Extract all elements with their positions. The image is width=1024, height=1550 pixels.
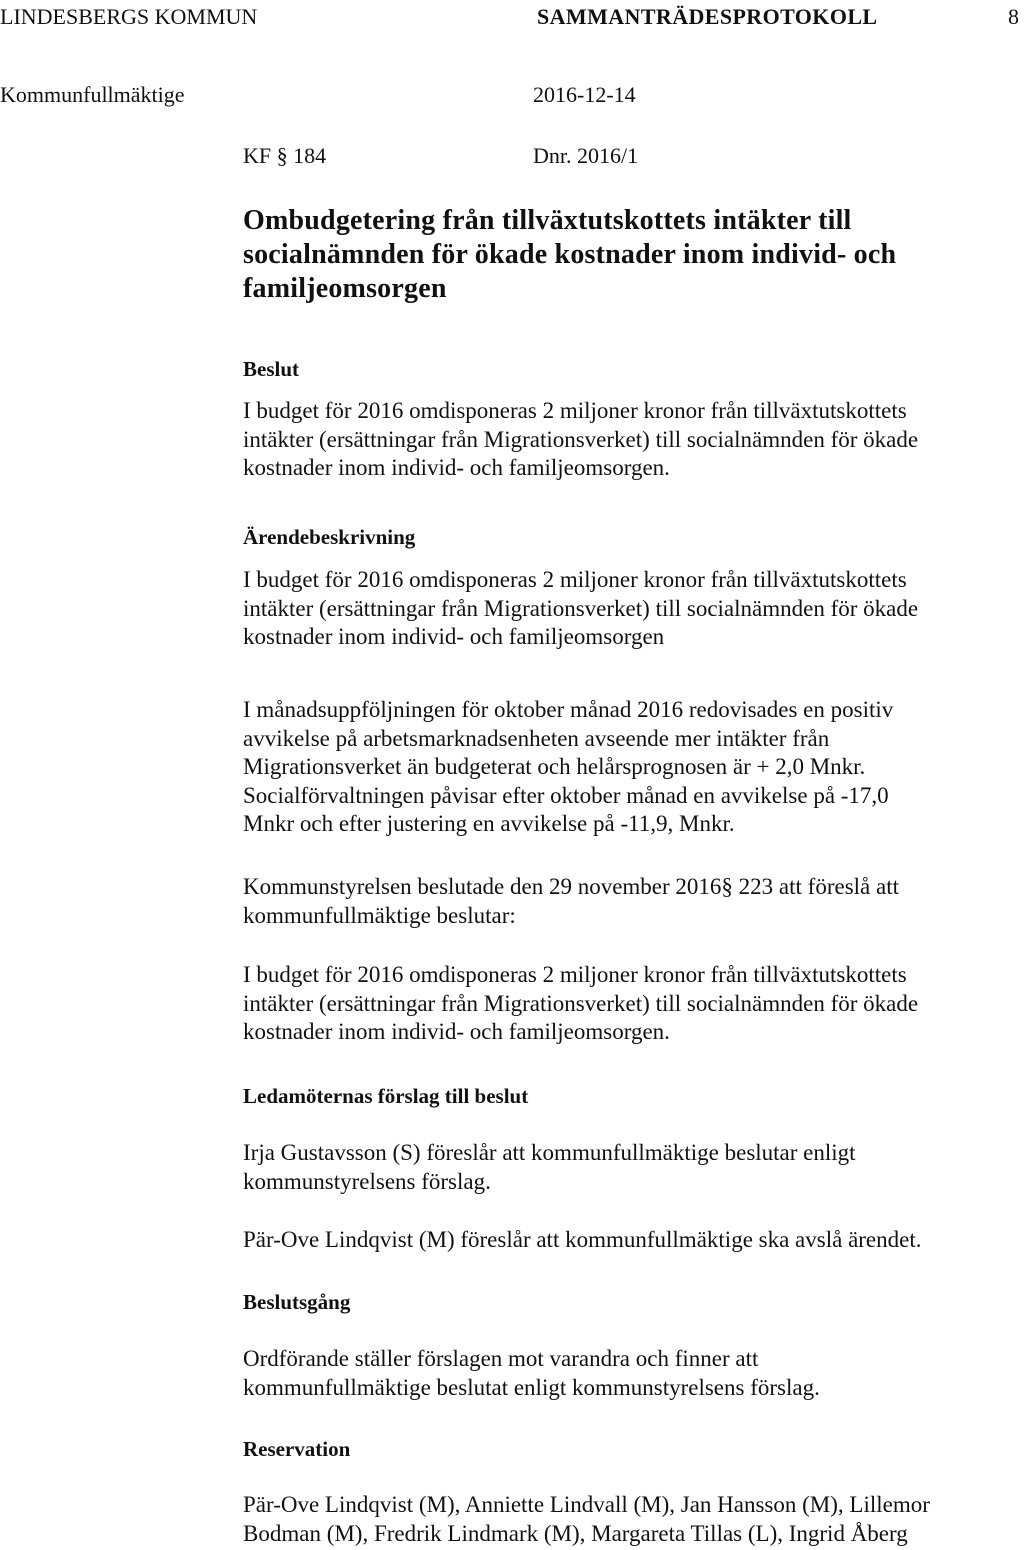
text-line: I budget för 2016 omdisponeras 2 miljoner kronor från tillväxtutskottets	[243, 962, 907, 987]
municipality-name: LINDESBERGS KOMMUN	[0, 4, 258, 29]
case-number: Dnr. 2016/1	[533, 143, 639, 168]
text-line: Pär-Ove Lindqvist (M) föreslår att kommunfullmäktige ska avslå ärendet.	[243, 1227, 922, 1252]
text-line: Mnkr och efter justering en avvikelse på -11,9, Mnkr.	[243, 811, 735, 837]
paragraph-arende-2	[243, 696, 893, 839]
text-line: I månadsuppföljningen för oktober månad 2016 redovisades en positiv	[243, 697, 894, 722]
paragraph-arende-3	[243, 873, 899, 930]
text-line: intäkter (ersättningar från Migrationsverket) till socialnämnden för ökade	[243, 990, 919, 1016]
committee-name: Kommunfullmäktige	[0, 82, 185, 107]
heading-beslutsgang: Beslutsgång	[243, 1290, 351, 1314]
text-line: Irja Gustavsson (S) föreslår att kommunfullmäktige beslutar enligt	[243, 1140, 856, 1165]
text-line: Kommunstyrelsen beslutade den 29 november 2016§ 223 att föreslå att	[243, 874, 899, 899]
heading-beslut: Beslut	[243, 357, 300, 381]
heading-arendebeskrivning: Ärendebeskrivning	[243, 525, 416, 549]
text-line: Ordförande ställer förslagen mot varandra och finner att	[243, 1346, 759, 1371]
text-line: kostnader inom individ- och familjeomsorgen	[243, 624, 665, 650]
text-line: intäkter (ersättningar från Migrationsverket) till socialnämnden för ökade	[243, 595, 919, 621]
text-line: I budget för 2016 omdisponeras 2 miljoner kronor från tillväxtutskottets	[243, 567, 907, 592]
heading-ledamoternas-forslag: Ledamöternas förslag till beslut	[243, 1084, 529, 1108]
text-line: Migrationsverket än budgeterat och helårsprognosen är + 2,0 Mnkr.	[243, 754, 866, 780]
paragraph-reference: KF § 184	[243, 143, 327, 168]
text-line: avvikelse på arbetsmarknadsenheten avseende mer intäkter från	[243, 725, 830, 751]
paragraph-reservation	[243, 1491, 930, 1548]
document-type: SAMMANTRÄDESPROTOKOLL	[537, 4, 878, 29]
text-line: kommunfullmäktige beslutar:	[243, 902, 516, 928]
paragraph-beslutsgang	[243, 1345, 820, 1402]
paragraph-ledamoter-2	[243, 1226, 922, 1255]
text-line: Bodman (M), Fredrik Lindmark (M), Margareta Tillas (L), Ingrid Åberg	[243, 1520, 908, 1546]
paragraph-arende-4	[243, 961, 918, 1047]
meeting-date: 2016-12-14	[533, 82, 636, 107]
text-line: I budget för 2016 omdisponeras 2 miljoner kronor från tillväxtutskottets	[243, 398, 907, 423]
page-title	[243, 204, 1003, 306]
text-line: kostnader inom individ- och familjeomsorgen.	[243, 1019, 670, 1045]
text-line: kommunfullmäktige beslutat enligt kommunstyrelsens förslag.	[243, 1374, 820, 1400]
heading-reservation: Reservation	[243, 1437, 351, 1461]
title-line: Ombudgetering från tillväxtutskottets intäkter till	[243, 205, 852, 236]
paragraph-arende-1	[243, 566, 918, 652]
text-line: Pär-Ove Lindqvist (M), Anniette Lindvall (M), Jan Hansson (M), Lillemor	[243, 1492, 930, 1517]
text-line: Socialförvaltningen påvisar efter oktober månad en avvikelse på -17,0	[243, 782, 889, 808]
text-line: kommunstyrelsens förslag.	[243, 1168, 491, 1194]
text-line: intäkter (ersättningar från Migrationsverket) till socialnämnden för ökade	[243, 426, 919, 452]
title-line: socialnämnden för ökade kostnader inom individ- och	[243, 239, 897, 270]
paragraph-ledamoter-1	[243, 1139, 856, 1196]
text-line: kostnader inom individ- och familjeomsorgen.	[243, 455, 670, 481]
title-line: familjeomsorgen	[243, 273, 447, 304]
paragraph-beslut	[243, 397, 918, 483]
page-number: 8	[1008, 4, 1019, 29]
